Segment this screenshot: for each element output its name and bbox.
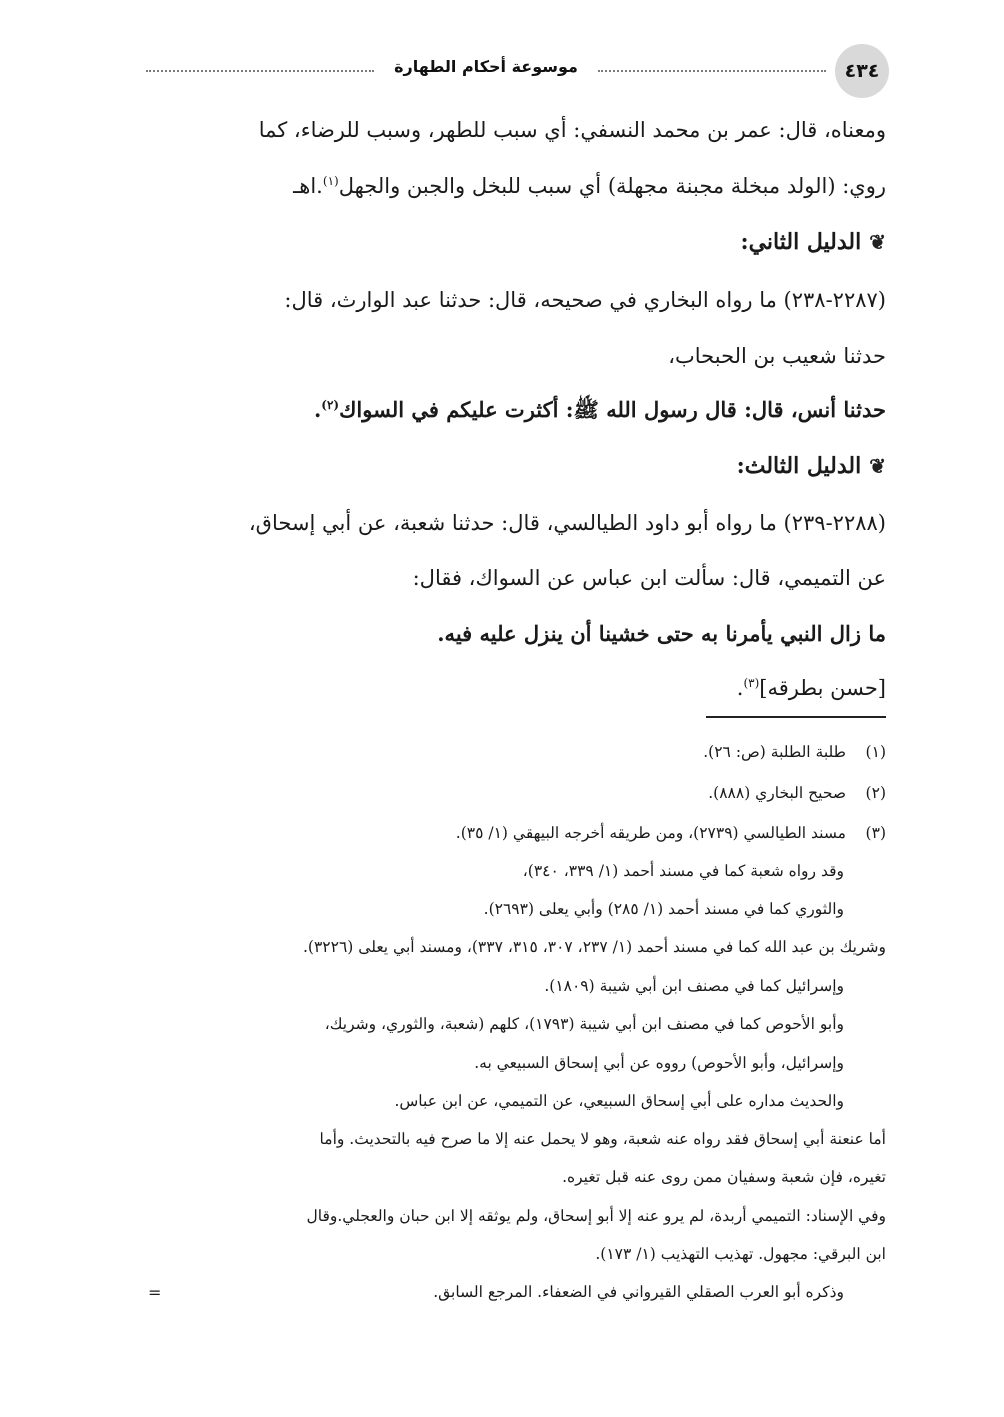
footnote-separator (706, 716, 886, 718)
footnote-3-line-8: والحديث مداره على أبي إسحاق السبيعي، عن التميمي، عن ابن عباس. (394, 1092, 844, 1110)
continuation-mark: = (148, 1283, 162, 1302)
footnote-3-text: مسند الطيالسي (٢٧٣٩)، ومن طريقه أخرجه البيهقي (١/ ٣٥). (455, 824, 846, 842)
footnote-2-number: (٢) (865, 784, 886, 802)
footnote-1 (144, 741, 886, 763)
header-divider-left (146, 70, 374, 72)
footnote-1-number: (١) (865, 743, 886, 761)
footnote-3-line-9: أما عنعنة أبي إسحاق فقد رواه عنه شعبة، وهو لا يحمل عنه إلا ما صرح فيه بالتحديث. وأما (319, 1130, 886, 1148)
footnote-3-number: (٣) (865, 824, 886, 842)
body-line-2 (144, 170, 886, 202)
body-line-3: (٢٢٨٧-٢٣٨) ما رواه البخاري في صحيحه، قال: حدثنا عبد الوارث، قال: (284, 288, 886, 312)
body-line-2-text: روي: (الولد مبخلة مجبنة مجهلة) أي سبب للبخل والجبن والجهل (338, 174, 886, 198)
footnote-ref-1: (١) (322, 174, 339, 188)
leaf-ornament-icon: ❦ (869, 230, 886, 254)
hadith-text-2: ما زال النبي يأمرنا به حتى خشينا أن ينزل عليه فيه. (437, 621, 886, 646)
hadith-text-1 (144, 394, 886, 426)
footnote-3-line-10: تغيره، فإن شعبة وسفيان ممن روى عنه قبل تغيره. (562, 1168, 886, 1186)
running-title: موسوعة أحكام الطهارة (394, 57, 578, 76)
footnote-3-line-6: وأبو الأحوص كما في مصنف ابن أبي شيبة (١٧٩٣)، كلهم (شعبة، والثوري، وشريك، (324, 1015, 844, 1033)
hadith-text-1-tail: . (313, 397, 322, 422)
body-line-6: (٢٢٨٨-٢٣٩) ما رواه أبو داود الطيالسي، قال: حدثنا شعبة، عن أبي إسحاق، (248, 511, 886, 535)
section-heading-2 (144, 226, 886, 258)
footnote-3-line-13: وذكره أبو العرب الصقلي القيرواني في الضعفاء. المرجع السابق. (433, 1283, 844, 1301)
section-heading-2-text: الدليل الثاني: (740, 229, 862, 255)
footnote-3 (144, 822, 886, 844)
footnote-3-line-3: والثوري كما في مسند أحمد (١/ ٢٨٥) وأبي يعلى (٢٦٩٣). (483, 900, 844, 918)
footnote-3-line-4: وشريك بن عبد الله كما في مسند أحمد (١/ ٢٣٧، ٣٠٧، ٣١٥، ٣٣٧)، ومسند أبي يعلى (٣٢٢٦). (303, 938, 886, 956)
body-line-2-tail: .اهـ (293, 174, 323, 198)
grading-tail: . (736, 676, 744, 700)
page-number-badge: ٤٣٤ (835, 44, 889, 98)
body-line-4: حدثنا شعيب بن الحبحاب، (668, 344, 886, 368)
footnote-2-text: صحيح البخاري (٨٨٨). (708, 784, 846, 802)
grading-line (144, 672, 886, 704)
header-divider-right (598, 70, 826, 72)
footnote-3-line-7: وإسرائيل، وأبو الأحوص) رووه عن أبي إسحاق السبيعي به. (474, 1054, 844, 1072)
footnote-3-line-12: ابن البرقي: مجهول. تهذيب التهذيب (١/ ١٧٣). (595, 1245, 886, 1263)
footnote-ref-3: (٣) (743, 676, 760, 690)
body-line-1: ومعناه، قال: عمر بن محمد النسفي: أي سبب للطهر، وسبب للرضاء، كما (258, 118, 886, 142)
footnote-2 (144, 782, 886, 804)
footnote-3-line-5: وإسرائيل كما في مصنف ابن أبي شيبة (١٨٠٩). (544, 977, 844, 995)
hadith-text-1-body: حدثنا أنس، قال: قال رسول الله ﷺ: أكثرت عليكم في السواك (339, 397, 886, 422)
footnote-3-line-2: وقد رواه شعبة كما في مسند أحمد (١/ ٣٣٩، ٣٤٠)، (522, 862, 844, 880)
body-line-7: عن التميمي، قال: سألت ابن عباس عن السواك، فقال: (412, 566, 886, 590)
section-heading-3 (144, 450, 886, 482)
footnote-ref-2: (٢) (321, 398, 340, 412)
footnote-1-text: طلبة الطلبة (ص: ٢٦). (703, 743, 846, 761)
footnote-3-line-11: وفي الإسناد: التميمي أربدة، لم يرو عنه إلا أبو إسحاق، ولم يوثقه إلا ابن حبان والعجلي.وقال (306, 1207, 886, 1225)
section-heading-3-text: الدليل الثالث: (736, 453, 862, 479)
leaf-ornament-icon: ❦ (869, 454, 886, 478)
grading-text: [حسن بطرقه] (759, 676, 886, 700)
